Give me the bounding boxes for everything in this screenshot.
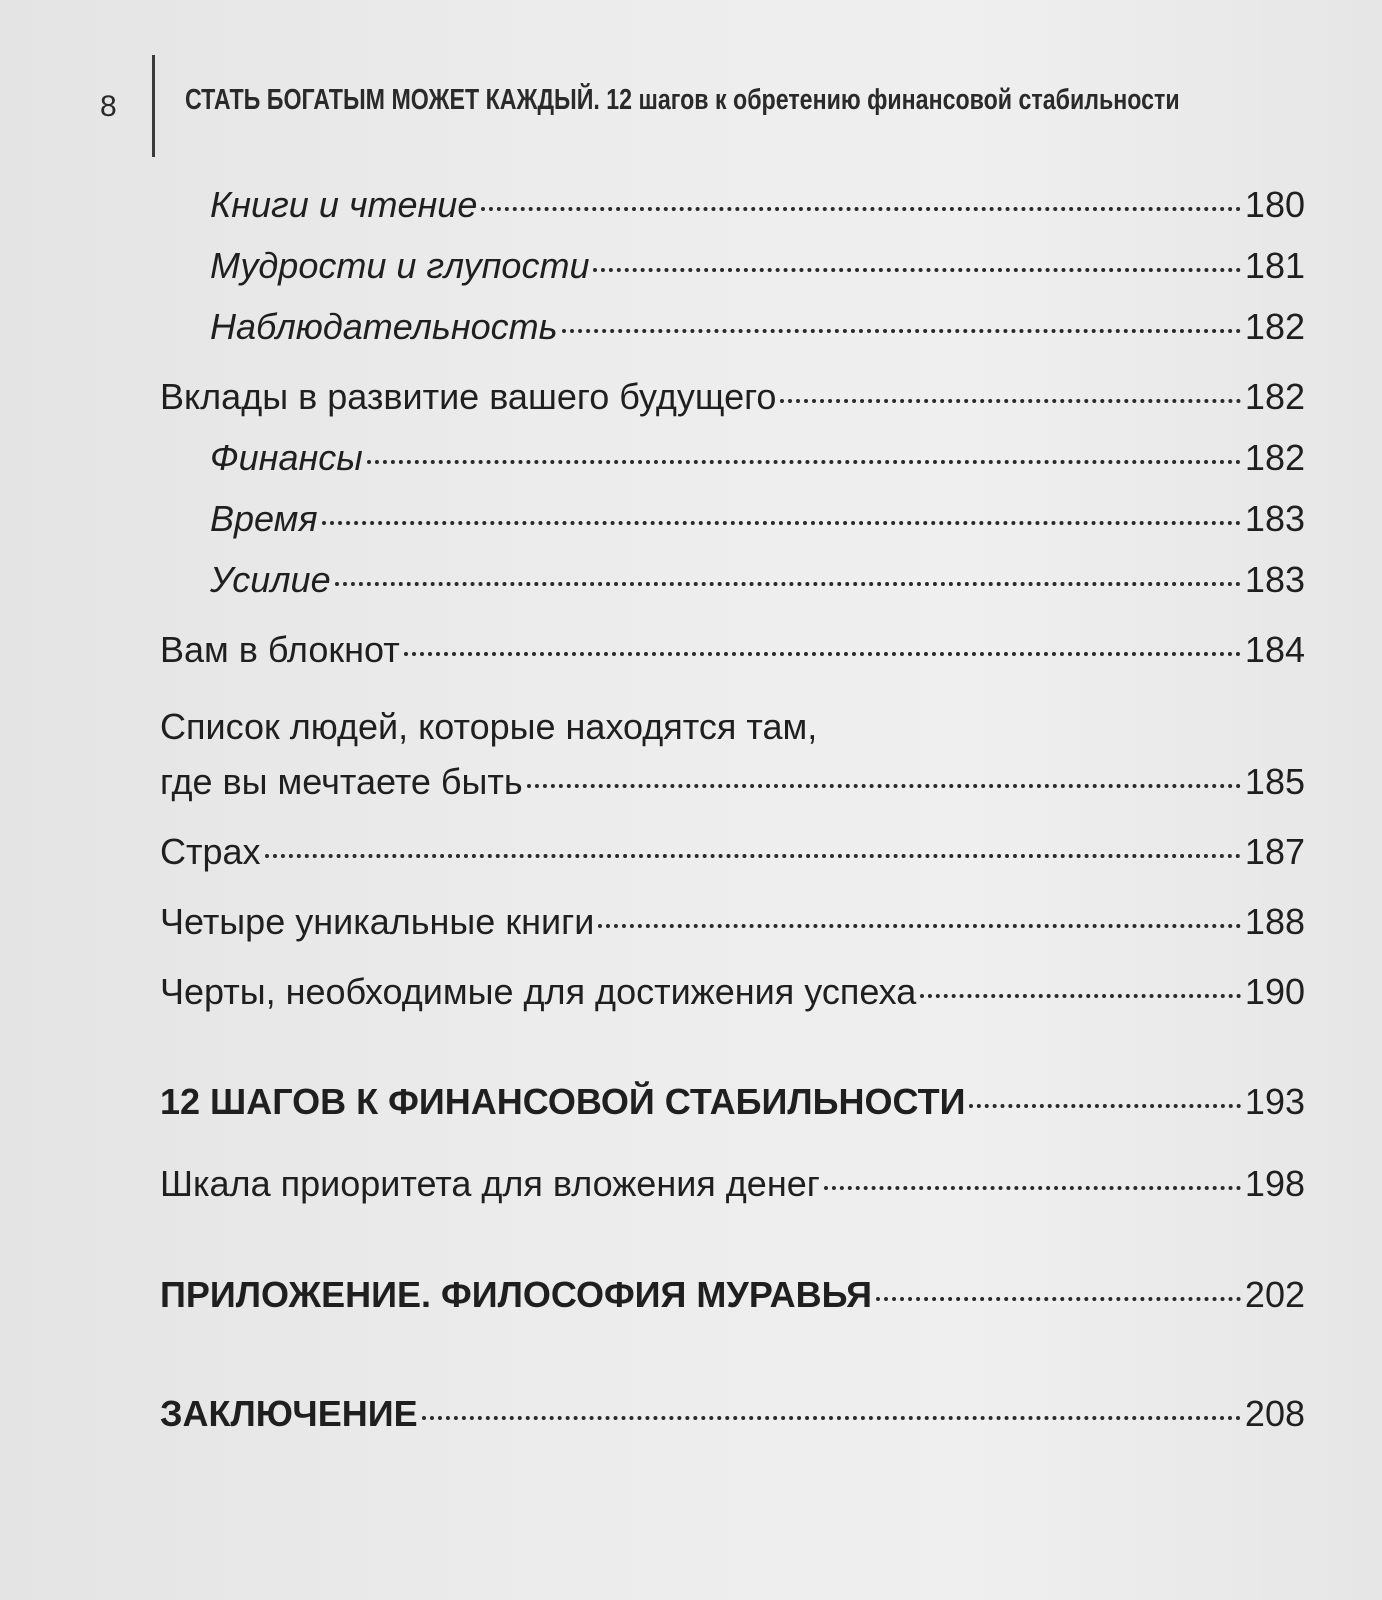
toc-leader-dots bbox=[824, 1186, 1241, 1190]
toc-leader-dots bbox=[481, 207, 1241, 211]
toc-entry-label: Вклады в развитие вашего будущего bbox=[160, 376, 777, 417]
toc-entry bbox=[210, 558, 1305, 602]
toc-leader-dots bbox=[780, 399, 1240, 403]
toc-entry-label: Четыре уникальные книги bbox=[160, 901, 595, 942]
toc-entry bbox=[210, 497, 1305, 541]
toc-leader-dots bbox=[562, 329, 1241, 333]
toc-entry-label-line1: Список людей, которые находятся там, bbox=[160, 706, 818, 747]
toc-entry-page: 183 bbox=[1244, 559, 1305, 600]
toc-entry bbox=[210, 244, 1305, 288]
toc-entry bbox=[210, 183, 1305, 227]
toc-entry-page: 198 bbox=[1244, 1163, 1305, 1204]
toc-entry-label: Мудрости и глупости bbox=[210, 245, 590, 286]
toc-leader-dots bbox=[598, 924, 1241, 928]
toc-entry bbox=[160, 970, 1305, 1014]
toc-entry-page: 185 bbox=[1244, 761, 1305, 802]
toc-entry-page: 182 bbox=[1244, 437, 1305, 478]
toc-leader-dots bbox=[335, 582, 1241, 586]
toc-entry bbox=[160, 760, 1305, 804]
toc-entry-label: Финансы bbox=[210, 437, 363, 478]
toc-entry-page: 180 bbox=[1244, 184, 1305, 225]
toc-entry-page: 202 bbox=[1244, 1274, 1305, 1315]
toc-entry-page: 184 bbox=[1244, 629, 1305, 670]
toc-entry-label: Книги и чтение bbox=[210, 184, 478, 225]
toc-leader-dots bbox=[367, 460, 1241, 464]
toc-leader-dots bbox=[593, 268, 1240, 272]
toc-entry-page: 183 bbox=[1244, 498, 1305, 539]
toc-entry-label: Шкала приоритета для вложения денег bbox=[160, 1163, 820, 1204]
toc-entry bbox=[210, 436, 1305, 480]
page-number: 8 bbox=[100, 90, 117, 123]
toc-leader-dots bbox=[322, 521, 1241, 525]
toc-leader-dots bbox=[404, 652, 1241, 656]
toc-entry-label: 12 ШАГОВ К ФИНАНСОВОЙ СТАБИЛЬНОСТИ bbox=[160, 1081, 966, 1122]
toc-entry bbox=[160, 900, 1305, 944]
toc-entry bbox=[160, 628, 1305, 672]
toc-entry-page: 187 bbox=[1244, 831, 1305, 872]
toc-entry-label: ЗАКЛЮЧЕНИЕ bbox=[160, 1393, 418, 1434]
toc-entry-label: Страх bbox=[160, 831, 261, 872]
toc-entry-label: Усилие bbox=[210, 559, 331, 600]
toc-entry-label: Наблюдательность bbox=[210, 306, 558, 347]
toc-chapter-entry bbox=[160, 1392, 1305, 1436]
toc-leader-dots bbox=[265, 854, 1241, 858]
toc-entry-page: 188 bbox=[1244, 901, 1305, 942]
toc-chapter-entry bbox=[160, 1080, 1305, 1124]
running-title: СТАТЬ БОГАТЫМ МОЖЕТ КАЖДЫЙ. 12 шагов к обретению финансовой стабильности bbox=[185, 84, 1180, 116]
toc-entry-page: 190 bbox=[1244, 971, 1305, 1012]
toc-entry bbox=[160, 830, 1305, 874]
toc-entry-label: Вам в блокнот bbox=[160, 629, 400, 670]
toc-chapter-entry bbox=[160, 1273, 1305, 1317]
toc-entry bbox=[160, 1162, 1305, 1206]
toc-entry bbox=[160, 375, 1305, 419]
toc-entry-page: 208 bbox=[1244, 1393, 1305, 1434]
toc-entry-label: ПРИЛОЖЕНИЕ. ФИЛОСОФИЯ МУРАВЬЯ bbox=[160, 1274, 873, 1315]
toc-entry-page: 182 bbox=[1244, 306, 1305, 347]
toc-entry-page: 182 bbox=[1244, 376, 1305, 417]
header-divider bbox=[152, 55, 155, 157]
toc-leader-dots bbox=[920, 994, 1241, 998]
toc-leader-dots bbox=[969, 1104, 1240, 1108]
toc-entry-label: где вы мечтаете быть bbox=[160, 761, 523, 802]
toc-leader-dots bbox=[527, 784, 1241, 788]
toc-entry-page: 193 bbox=[1244, 1081, 1305, 1122]
toc-leader-dots bbox=[876, 1297, 1241, 1301]
toc-entry-label: Время bbox=[210, 498, 318, 539]
toc-entry bbox=[210, 305, 1305, 349]
toc-entry-label: Черты, необходимые для достижения успеха bbox=[160, 971, 917, 1012]
toc-leader-dots bbox=[422, 1416, 1241, 1420]
toc-entry-page: 181 bbox=[1244, 245, 1305, 286]
